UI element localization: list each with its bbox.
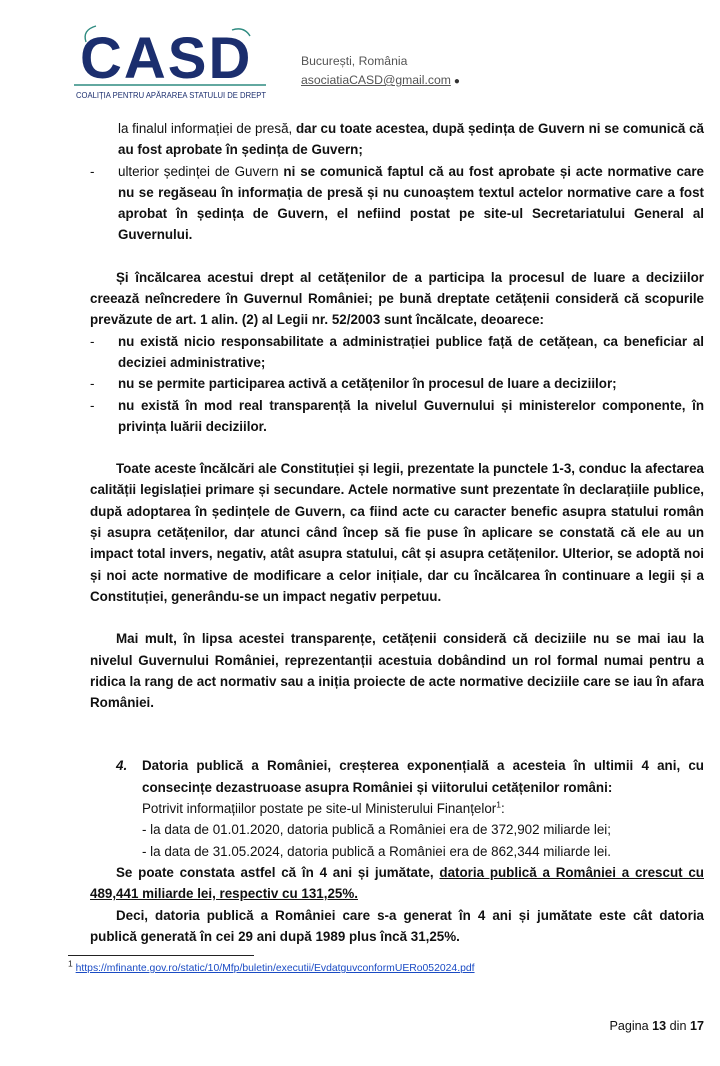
list-item-bold: ni se comunică faptul că au fost aprobate și acte normative care nu se regăseau în informația de presă și nu cunoaștem textul actelor normative care a fost aprobat în ședința de Guvern, el nefiind postat pe site-ul Secretariatului General al Guvernului.	[118, 163, 704, 243]
footnote	[68, 958, 475, 974]
paragraph-5: Mai mult, în lipsa acestei transparențe, cetățenii consideră că deciziile nu se mai iau la nivelul Guvernului României, reprezentanții acestuia dobândind un rol formal numai pentru a ridica la rang de act normativ sau a iniția proiecte de acte normative deciziile care se iau în afara României.	[90, 631, 704, 711]
debt-line: - la data de 31.05.2024, datoria publică a României era de 862,344 miliarde lei.	[142, 843, 611, 859]
item-number: 4.	[116, 758, 128, 774]
paragraph-1-text: la finalul informației de presă,	[118, 121, 296, 136]
logo-subtitle: COALIȚIA PENTRU APĂRAREA STATULUI DE DREPT	[76, 90, 266, 100]
dash-marker: -	[90, 333, 95, 349]
location-text: București, România	[301, 54, 408, 68]
list-item	[90, 395, 704, 438]
paragraph-3: Și încălcarea acestui drept al cetățenilor de a participa la procesul de luare a deciziilor creează neîncredere în Guvernul României; pe bună dreptate cetățenii consideră că scopurile prevăzute de art. 1 alin. (2) al Legii nr. 52/2003 sunt încălcate, deoarece:	[90, 269, 704, 328]
list-item-text: nu se permite participarea activă a cetățenilor în procesul de luare a deciziilor;	[118, 376, 617, 392]
footnote-ref[interactable]: 1	[496, 799, 501, 810]
intro-text: Potrivit informațiilor postate pe site-ul Ministerului Finanțelor	[142, 801, 497, 817]
contact-block	[301, 52, 460, 91]
page-current: 13	[652, 1019, 667, 1033]
footnote-divider	[68, 955, 254, 956]
page-total: 17	[689, 1019, 704, 1033]
page-number	[609, 1019, 704, 1033]
paragraph-6-text: Se poate constata astfel că în 4 ani și jumătate,	[116, 864, 440, 880]
bullet-icon: ●	[453, 76, 460, 87]
page-label: Pagina	[609, 1019, 649, 1033]
list-item-text: ulterior ședinței de Guvern	[118, 163, 284, 179]
item-title: Datoria publică a României, creșterea exponențială a acesteia în ultimii 4 ani, cu consecințe dezastruoase asupra României și viitorului cetățenilor români:	[142, 758, 704, 795]
numbered-item-4	[90, 755, 704, 798]
email-link[interactable]: asociatiaCASD@gmail.com	[301, 73, 451, 87]
list-item	[90, 161, 704, 246]
paragraph-7: Deci, datoria publică a României care s-a generat în 4 ani și jumătate este cât datoria publică generată în cei 29 ani după 1989 plus încă 31,25%.	[90, 907, 704, 944]
dash-marker: -	[90, 163, 95, 179]
dash-marker: -	[90, 397, 95, 413]
footnote-marker: 1	[68, 958, 73, 969]
debt-line: - la data de 01.01.2020, datoria publică a României era de 372,902 miliarde lei;	[142, 822, 611, 838]
logo-text: CASD	[80, 26, 253, 91]
dash-marker: -	[90, 376, 95, 392]
paragraph-1	[90, 118, 704, 161]
list-item	[90, 331, 704, 374]
paragraph-4: Toate aceste încălcări ale Constituției și legii, prezentate la punctele 1-3, conduc la afectarea calității legislației primare și secundare. Actele normative sunt prezentate în declarațiile publice, după adoptarea în ședințele de Guvern, ca fiind acte cu caracter benefic asupra statului român și asupra cetățenilor, dar atunci când încep să fie puse în aplicare se constată că ele au un impact total invers, negativ, atât asupra statului, cât și asupra cetățenilor. Ulterior, se adoptă noi și noi acte normative de modificare a celor inițiale, dar cu încălcarea în continuare a legii și a Constituției, generându-se un impact negativ perpetuu.	[90, 461, 704, 604]
document-body	[90, 118, 704, 947]
footnote-link[interactable]: https://mfinante.gov.ro/static/10/Mfp/buletin/executii/EvdatguvconformUERo052024.pdf	[75, 963, 475, 974]
item-intro	[90, 798, 704, 819]
list-item-text: nu există în mod real transparență la nivelul Guvernului și ministerelor componente, în privința luării deciziilor.	[118, 397, 704, 434]
page-of: din	[669, 1019, 687, 1033]
list-item	[90, 373, 704, 394]
paragraph-6-underlined: datoria publică a României a crescut cu 489,441 miliarde lei, respectiv cu 131,25%.	[90, 864, 704, 902]
list-item-text: nu există nicio responsabilitate a administrației publice față de cetățean, ca beneficiar al deciziei administrative;	[118, 333, 704, 370]
paragraph-1-bold: dar cu toate acestea, după ședința de Guvern ni se comunică că au fost aprobate în ședința de Guvern;	[118, 121, 704, 158]
page-header	[0, 0, 720, 110]
intro-end: :	[501, 801, 505, 817]
casd-logo	[72, 22, 268, 108]
paragraph-6	[90, 862, 704, 905]
